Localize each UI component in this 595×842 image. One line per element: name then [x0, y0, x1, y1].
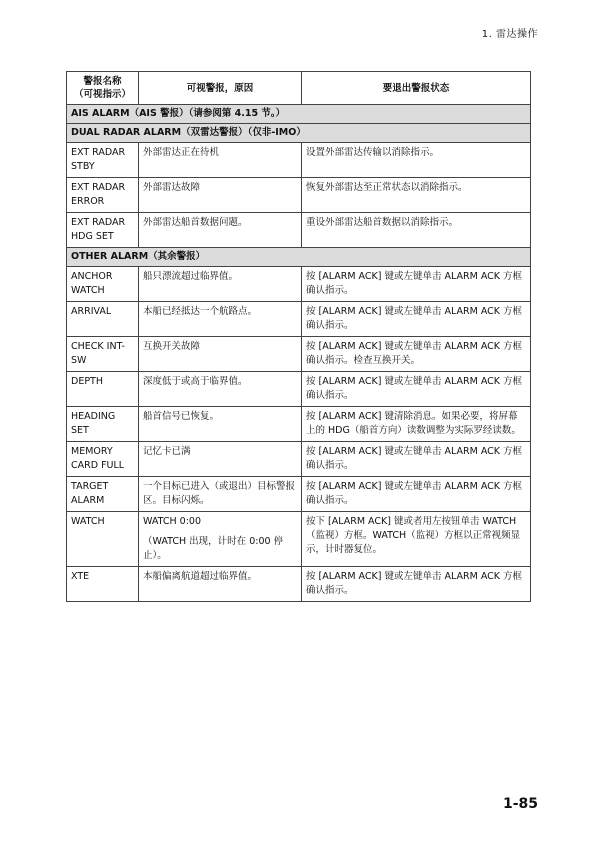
section-header: 1. 雷达操作 [481, 29, 538, 40]
section-label: DUAL RADAR ALARM（双雷达警报）（仅非-IMO） [67, 124, 531, 143]
alarm-cause: 本船已经抵达一个航路点。 [139, 302, 302, 337]
alarm-cause: 船只漂流超过临界值。 [139, 267, 302, 302]
alarm-cause: 船首信号已恢复。 [139, 407, 302, 442]
section-label: AIS ALARM（AIS 警报）（请参阅第 4.15 节。） [67, 105, 531, 124]
alarm-exit: 按 [ALARM ACK] 键或左键单击 ALARM ACK 方框确认指示。 [302, 442, 531, 477]
section-label: OTHER ALARM（其余警报） [67, 248, 531, 267]
alarm-cause-cell [139, 512, 302, 567]
alarm-cause-note: （WATCH 出现，计时在 0:00 停止）。 [143, 536, 284, 561]
table-row [67, 567, 531, 602]
alarm-name: MEMORY CARD FULL [67, 442, 139, 477]
alarm-table [66, 71, 531, 602]
alarm-exit: 按 [ALARM ACK] 键或左键单击 ALARM ACK 方框确认指示。 [302, 372, 531, 407]
table-row [67, 512, 531, 567]
table-row [67, 407, 531, 442]
col-header-name-line2: （可视指示） [73, 89, 131, 100]
alarm-cause: WATCH 0:00 [143, 516, 202, 527]
alarm-cause: 记忆卡已满 [139, 442, 302, 477]
section-row-other [67, 248, 531, 267]
alarm-exit: 按 [ALARM ACK] 键或左键单击 ALARM ACK 方框确认指示。 [302, 477, 531, 512]
alarm-name: TARGET ALARM [67, 477, 139, 512]
col-header-exit: 要退出警报状态 [302, 72, 531, 105]
alarm-cause: 互换开关故障 [139, 337, 302, 372]
alarm-exit: 设置外部雷达传输以消除指示。 [302, 143, 531, 178]
alarm-name: XTE [67, 567, 139, 602]
table-row [67, 302, 531, 337]
alarm-exit: 按 [ALARM ACK] 键或左键单击 ALARM ACK 方框确认指示。检查互换开关。 [302, 337, 531, 372]
alarm-exit: 重设外部雷达船首数据以消除指示。 [302, 213, 531, 248]
alarm-exit: 按 [ALARM ACK] 键或左键单击 ALARM ACK 方框确认指示。 [302, 267, 531, 302]
alarm-exit: 按 [ALARM ACK] 键或左键单击 ALARM ACK 方框确认指示。 [302, 302, 531, 337]
section-row-ais [67, 105, 531, 124]
table-row [67, 442, 531, 477]
col-header-name-line1: 警报名称 [83, 76, 122, 87]
alarm-exit: 按 [ALARM ACK] 键或左键单击 ALARM ACK 方框确认指示。 [302, 567, 531, 602]
alarm-exit: 按 [ALARM ACK] 键清除消息。如果必要，将屏幕上的 HDG（船首方向）读数调整为实际罗经读数。 [302, 407, 531, 442]
alarm-name: EXT RADAR ERROR [67, 178, 139, 213]
alarm-cause: 一个目标已进入（或退出）目标警报区。目标闪烁。 [139, 477, 302, 512]
alarm-cause: 深度低于或高于临界值。 [139, 372, 302, 407]
page-number: 1-85 [502, 796, 538, 812]
alarm-name: DEPTH [67, 372, 139, 407]
table-row [67, 372, 531, 407]
table-row [67, 477, 531, 512]
col-header-name [67, 72, 139, 105]
table-row [67, 178, 531, 213]
section-row-dual [67, 124, 531, 143]
table-row [67, 143, 531, 178]
alarm-exit: 恢复外部雷达至正常状态以消除指示。 [302, 178, 531, 213]
alarm-cause: 本船偏离航道超过临界值。 [139, 567, 302, 602]
table-row [67, 213, 531, 248]
table-header-row [67, 72, 531, 105]
alarm-name: EXT RADAR STBY [67, 143, 139, 178]
col-header-cause: 可视警报，原因 [139, 72, 302, 105]
alarm-name: HEADING SET [67, 407, 139, 442]
alarm-name: ANCHOR WATCH [67, 267, 139, 302]
alarm-name: CHECK INT-SW [67, 337, 139, 372]
alarm-cause: 外部雷达故障 [139, 178, 302, 213]
table-row [67, 267, 531, 302]
alarm-exit: 按下 [ALARM ACK] 键或者用左按钮单击 WATCH（监视）方框。WATCH（监视）方框以正常视频显示，计时器复位。 [302, 512, 531, 567]
alarm-name: ARRIVAL [67, 302, 139, 337]
alarm-cause: 外部雷达正在待机 [139, 143, 302, 178]
table-row [67, 337, 531, 372]
alarm-name: WATCH [67, 512, 139, 567]
alarm-cause: 外部雷达船首数据问题。 [139, 213, 302, 248]
alarm-name: EXT RADAR HDG SET [67, 213, 139, 248]
